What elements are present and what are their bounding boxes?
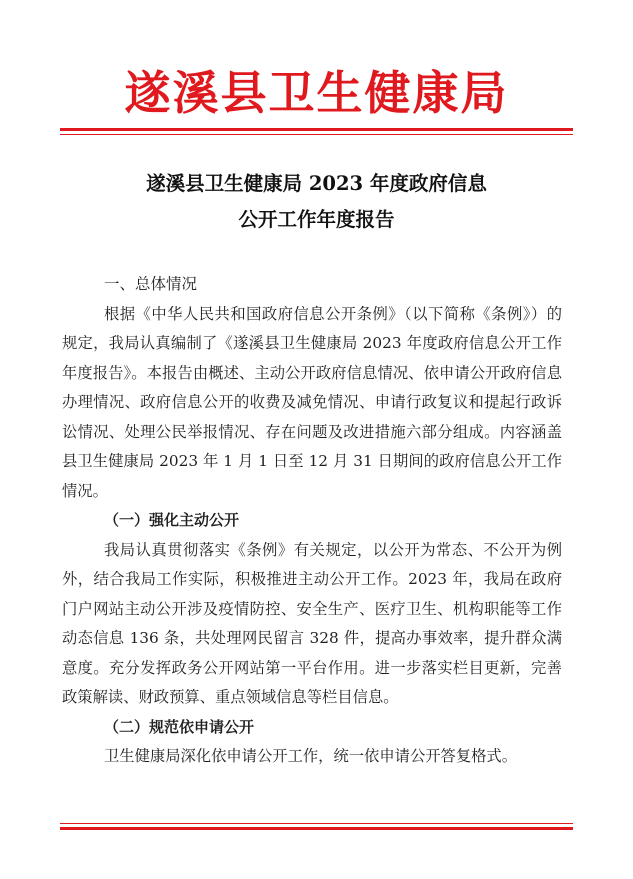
document-title-line2: 公开工作年度报告 — [238, 208, 395, 231]
document-title-line1: 遂溪县卫生健康局 2023 年度政府信息 — [146, 172, 487, 195]
footer-rule-thin — [60, 823, 573, 824]
paragraph-proactive: 我局认真贯彻落实《条例》有关规定，以公开为常态、不公开为例外，结合我局工作实际，积极推进主动公开工作。2023 年，我局在政府门户网站主动公开涉及疫情防控、安全生产、医疗卫生、机构职能等工作动态信息 136 条，共处理网民留言 328 件，提高办事效率，提升群众满意度。充分发挥政务公开网站第一平台作用。进一步落实栏目更新，完善政策解读、财政预算、重点领域信息等栏目信息。 — [62, 540, 562, 706]
paragraph-application: 卫生健康局深化依申请公开工作，统一依申请公开答复格式。 — [104, 747, 518, 765]
masthead-rule-thick — [60, 128, 573, 131]
subsection-heading-proactive: （一）强化主动公开 — [104, 511, 240, 529]
document-title — [60, 166, 573, 238]
subsection-heading-application: （二）规范依申请公开 — [104, 717, 255, 736]
section-heading-overview: 一、总体情况 — [104, 275, 198, 293]
footer-rule-thick — [60, 827, 573, 830]
document-body — [62, 270, 562, 772]
masthead-rule-thin — [60, 134, 573, 135]
paragraph-overview: 根据《中华人民共和国政府信息公开条例》（以下简称《条例》）的规定，我局认真编制了《遂溪县卫生健康局 2023 年度政府信息公开工作年度报告》。本报告由概述、主动公开政府信息情况、依申请公开政府信息办理情况、政府信息公开的收费及减免情况、申请行政复议和提起行政诉讼情况、处理公民举报情况、存在问题及改进措施六部分组成。内容涵盖县卫生健康局 2023 年 1 月 1 日至 12 月 31 日期间的政府信息公开工作情况。 — [62, 304, 562, 500]
masthead-title: 遂溪县卫生健康局 — [124, 66, 509, 120]
